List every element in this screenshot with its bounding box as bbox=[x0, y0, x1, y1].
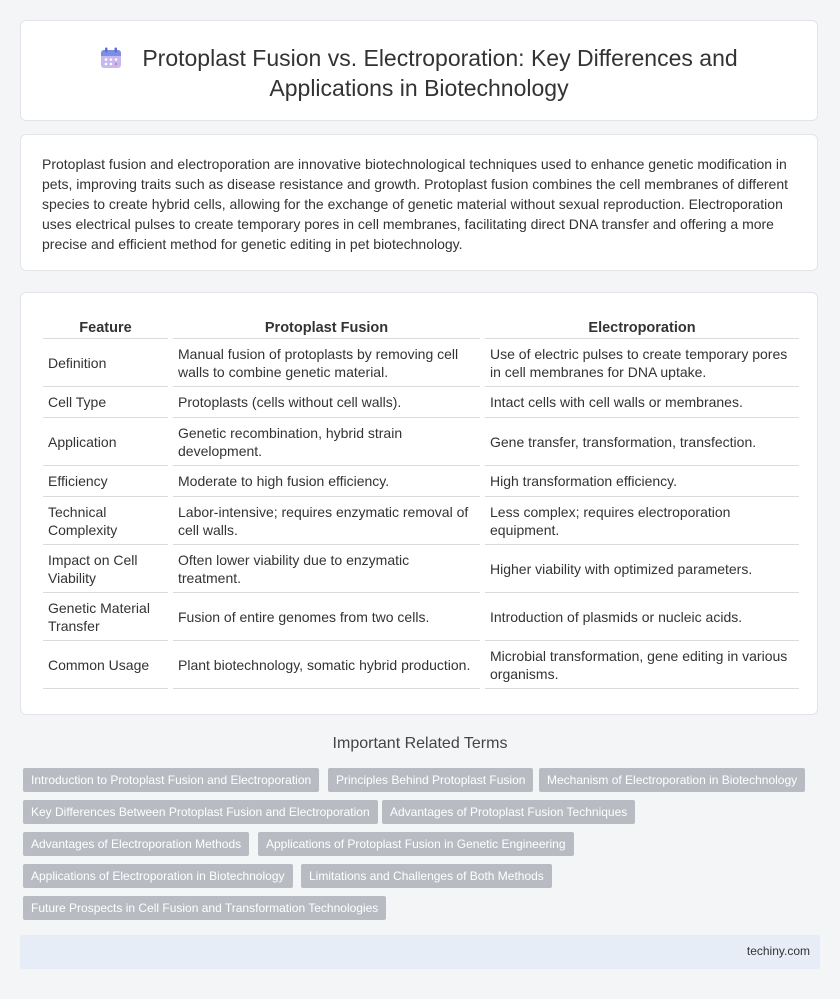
table-row bbox=[43, 418, 799, 466]
related-term-tag[interactable]: Applications of Protoplast Fusion in Genetic Engineering bbox=[258, 832, 574, 856]
table-row bbox=[43, 545, 799, 593]
cell-electroporation: Introduction of plasmids or nucleic acids. bbox=[483, 593, 800, 641]
cell-feature: Efficiency bbox=[43, 466, 171, 497]
cell-protoplast-fusion: Plant biotechnology, somatic hybrid production. bbox=[171, 641, 483, 689]
table-row bbox=[43, 466, 799, 497]
related-term-tag[interactable]: Mechanism of Electroporation in Biotechnology bbox=[539, 768, 805, 792]
cell-feature: Cell Type bbox=[43, 387, 171, 418]
table-row bbox=[43, 497, 799, 545]
footer bbox=[20, 935, 820, 969]
cell-electroporation: Gene transfer, transformation, transfection. bbox=[483, 418, 800, 466]
cell-feature: Common Usage bbox=[43, 641, 171, 689]
cell-feature: Definition bbox=[43, 339, 171, 387]
cell-protoplast-fusion: Moderate to high fusion efficiency. bbox=[171, 466, 483, 497]
cell-feature: Impact on Cell Viability bbox=[43, 545, 171, 593]
related-term-tag[interactable]: Key Differences Between Protoplast Fusion and Electroporation bbox=[23, 800, 378, 824]
cell-protoplast-fusion: Labor-intensive; requires enzymatic removal of cell walls. bbox=[171, 497, 483, 545]
cell-protoplast-fusion: Genetic recombination, hybrid strain development. bbox=[171, 418, 483, 466]
cell-electroporation: Less complex; requires electroporation equipment. bbox=[483, 497, 800, 545]
related-term-tag[interactable]: Applications of Electroporation in Biotechnology bbox=[23, 864, 293, 888]
cell-electroporation: Use of electric pulses to create temporary pores in cell membranes for DNA uptake. bbox=[483, 339, 800, 387]
footer-site[interactable]: techiny.com bbox=[746, 944, 810, 958]
related-terms-title: Important Related Terms bbox=[332, 735, 508, 752]
table-row bbox=[43, 339, 799, 387]
header-electroporation: Electroporation bbox=[483, 315, 800, 339]
page-title bbox=[21, 43, 817, 103]
related-term-tag[interactable]: Advantages of Electroporation Methods bbox=[23, 832, 249, 856]
comparison-card bbox=[20, 292, 818, 715]
title-line-2: Applications in Biotechnology bbox=[269, 75, 569, 101]
intro-card bbox=[20, 134, 818, 271]
cell-electroporation: Higher viability with optimized parameters. bbox=[483, 545, 800, 593]
cell-protoplast-fusion: Often lower viability due to enzymatic treatment. bbox=[171, 545, 483, 593]
comparison-table bbox=[43, 315, 799, 689]
header-feature: Feature bbox=[43, 315, 171, 339]
intro-paragraph: Protoplast fusion and electroporation are innovative biotechnological techniques used to enhance genetic modification in pets, improving traits such as disease resistance and growth. Protoplast fusion combines the cell membranes of different species to create hybrid cells, allowing for the exchange of genetic material without sexual reproduction. Electroporation uses electrical pulses to create temporary pores in cell membranes, facilitating direct DNA transfer and offering a more precise and efficient method for genetic editing in pet biotechnology. bbox=[42, 156, 789, 252]
cell-protoplast-fusion: Fusion of entire genomes from two cells. bbox=[171, 593, 483, 641]
cell-electroporation: High transformation efficiency. bbox=[483, 466, 800, 497]
table-header-row bbox=[43, 315, 799, 339]
cell-feature: Genetic Material Transfer bbox=[43, 593, 171, 641]
cell-protoplast-fusion: Protoplasts (cells without cell walls). bbox=[171, 387, 483, 418]
cell-electroporation: Microbial transformation, gene editing in various organisms. bbox=[483, 641, 800, 689]
table-row bbox=[43, 641, 799, 689]
cell-protoplast-fusion: Manual fusion of protoplasts by removing cell walls to combine genetic material. bbox=[171, 339, 483, 387]
related-term-tag[interactable]: Principles Behind Protoplast Fusion bbox=[328, 768, 533, 792]
table-row bbox=[43, 593, 799, 641]
cell-electroporation: Intact cells with cell walls or membranes. bbox=[483, 387, 800, 418]
title-card bbox=[20, 20, 818, 121]
calendar-icon bbox=[100, 47, 122, 69]
related-term-tag[interactable]: Advantages of Protoplast Fusion Techniques bbox=[382, 800, 635, 824]
table-row bbox=[43, 387, 799, 418]
header-protoplast-fusion: Protoplast Fusion bbox=[171, 315, 483, 339]
related-term-tag[interactable]: Limitations and Challenges of Both Methods bbox=[301, 864, 552, 888]
related-term-tag[interactable]: Future Prospects in Cell Fusion and Transformation Technologies bbox=[23, 896, 386, 920]
cell-feature: Technical Complexity bbox=[43, 497, 171, 545]
title-line-1: Protoplast Fusion vs. Electroporation: Key Differences and bbox=[142, 45, 738, 71]
related-term-tag[interactable]: Introduction to Protoplast Fusion and Electroporation bbox=[23, 768, 319, 792]
cell-feature: Application bbox=[43, 418, 171, 466]
